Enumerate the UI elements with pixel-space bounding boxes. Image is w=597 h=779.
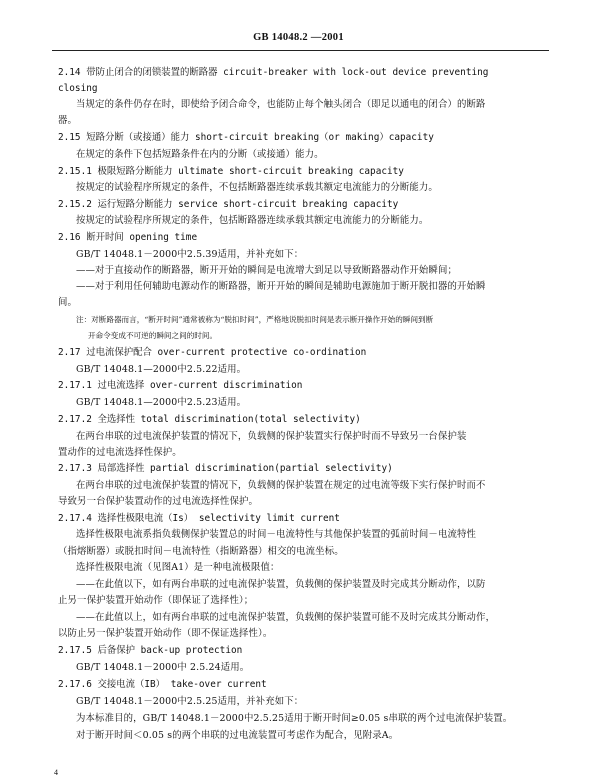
list-item: ——对于直接动作的断路器，断开开始的瞬间是电流增大到足以导致断路器动作开始瞬间； bbox=[76, 265, 458, 276]
paragraph-line: 为本标准目的，GB/T 14048.1－2000中2.5.25适用于断开时间≥0.05 s串联的两个过电流保护装置。 bbox=[76, 713, 513, 724]
paragraph-line: 选择性极限电流（见图A1）是一种电流极限值： bbox=[76, 562, 280, 573]
paragraph-line: 导致另一台保护装置动作的过电流选择性保护。 bbox=[58, 496, 259, 507]
list-item-continuation: 间。 bbox=[58, 297, 78, 308]
paragraph-line: 对于断开时间＜0.05 s的两个串联的过电流装置可考虑作为配合，见附录A。 bbox=[76, 730, 399, 741]
paragraph-line: 按规定的试验程序所规定的条件，不包括断路器连续承载其额定电流能力的分断能力。 bbox=[76, 182, 438, 193]
page-number: 4 bbox=[54, 768, 58, 777]
paragraph-line: 在规定的条件下包括短路条件在内的分断（或接通）能力。 bbox=[76, 149, 324, 160]
reference-line: GB/T 14048.1－2000中2.5.39适用，并补充如下： bbox=[76, 249, 304, 260]
clause-heading-2-14: 2.14 带防止闭合的闭锁装置的断路器 circuit-breaker with lock-out device preventing bbox=[58, 67, 489, 78]
note-line: 注：对断路器而言，“断开时间”通常被称为“脱扣时间”，严格地说脱扣时间是表示断开操作开始的瞬间到断 bbox=[76, 315, 434, 324]
paragraph-line: 当规定的条件仍存在时，即使给予闭合命令，也能防止每个触头闭合（即足以通电的闭合）的断路 bbox=[76, 99, 486, 110]
header-rule bbox=[52, 50, 549, 51]
reference-line: GB/T 14048.1－2000中 2.5.24适用。 bbox=[76, 662, 250, 673]
list-item: ——在此值以下，如有两台串联的过电流保护装置，负载侧的保护装置及时完成其分断动作，以防 bbox=[76, 579, 486, 590]
clause-heading-2-17-4: 2.17.4 选择性极限电流（Is） selectivity limit current bbox=[58, 513, 340, 524]
clause-heading-2-15: 2.15 短路分断（或接通）能力 short-circuit breaking（or making）capacity bbox=[58, 132, 434, 143]
clause-heading-2-17-3: 2.17.3 局部选择性 partial discrimination(partial selectivity) bbox=[58, 463, 393, 474]
paragraph-line: 在两台串联的过电流保护装置的情况下，负载侧的保护装置在规定的过电流等级下实行保护时而不 bbox=[76, 480, 486, 491]
clause-heading-2-17-2: 2.17.2 全选择性 total discrimination(total selectivity) bbox=[58, 414, 361, 425]
reference-line: GB/T 14048.1—2000中2.5.22适用。 bbox=[76, 364, 247, 375]
list-item-continuation: 止另一保护装置开始动作（即保证了选择性）； bbox=[58, 595, 254, 606]
clause-heading-2-17: 2.17 过电流保护配合 over-current protective co-ordination bbox=[58, 347, 367, 358]
paragraph-line: 器。 bbox=[58, 115, 78, 126]
reference-line: GB/T 14048.1－2000中2.5.25适用，并补充如下： bbox=[76, 696, 304, 707]
page-header-standard-code: GB 14048.2 —2001 bbox=[253, 32, 344, 43]
clause-heading-2-17-5: 2.17.5 后备保护 back-up protection bbox=[58, 645, 243, 656]
clause-heading-2-15-1: 2.15.1 极限短路分断能力 ultimate short-circuit breaking capacity bbox=[58, 166, 404, 177]
list-item-continuation: 以防止另一保护装置开始动作（即不保证选择性）。 bbox=[58, 628, 273, 639]
paragraph-line: 置动作的过电流选择性保护。 bbox=[58, 447, 182, 458]
clause-heading-2-17-6: 2.17.6 交接电流（IB） take-over current bbox=[58, 679, 267, 690]
paragraph-line: 选择性极限电流系指负载侧保护装置总的时间－电流特性与其他保护装置的弧前时间－电流特性 bbox=[76, 529, 477, 540]
note-line-continuation: 开命令变成不可逆的瞬间之间的时间。 bbox=[88, 331, 218, 340]
clause-heading-2-16: 2.16 断开时间 opening time bbox=[58, 232, 198, 243]
list-item: ——对于利用任何辅助电源动作的断路器，断开开始的瞬间是辅助电源施加于断开脱扣器的开始瞬 bbox=[76, 281, 486, 292]
list-item: ——在此值以上，如有两台串联的过电流保护装置，负载侧的保护装置可能不及时完成其分断动作， bbox=[76, 612, 496, 623]
reference-line: GB/T 14048.1—2000中2.5.23适用。 bbox=[76, 397, 247, 408]
paragraph-line: 在两台串联的过电流保护装置的情况下，负载侧的保护装置实行保护时而不导致另一台保护装 bbox=[76, 431, 467, 442]
paragraph-line: （指熔断器）或脱扣时间－电流特性（指断路器）相交的电流坐标。 bbox=[58, 546, 344, 557]
clause-heading-2-15-2: 2.15.2 运行短路分断能力 service short-circuit breaking capacity bbox=[58, 199, 399, 210]
paragraph-line: 按规定的试验程序所规定的条件，包括断路器连续承载其额定电流能力的分断能力。 bbox=[76, 215, 429, 226]
clause-heading-continuation: closing bbox=[58, 83, 98, 94]
clause-heading-2-17-1: 2.17.1 过电流选择 over-current discrimination bbox=[58, 380, 303, 391]
